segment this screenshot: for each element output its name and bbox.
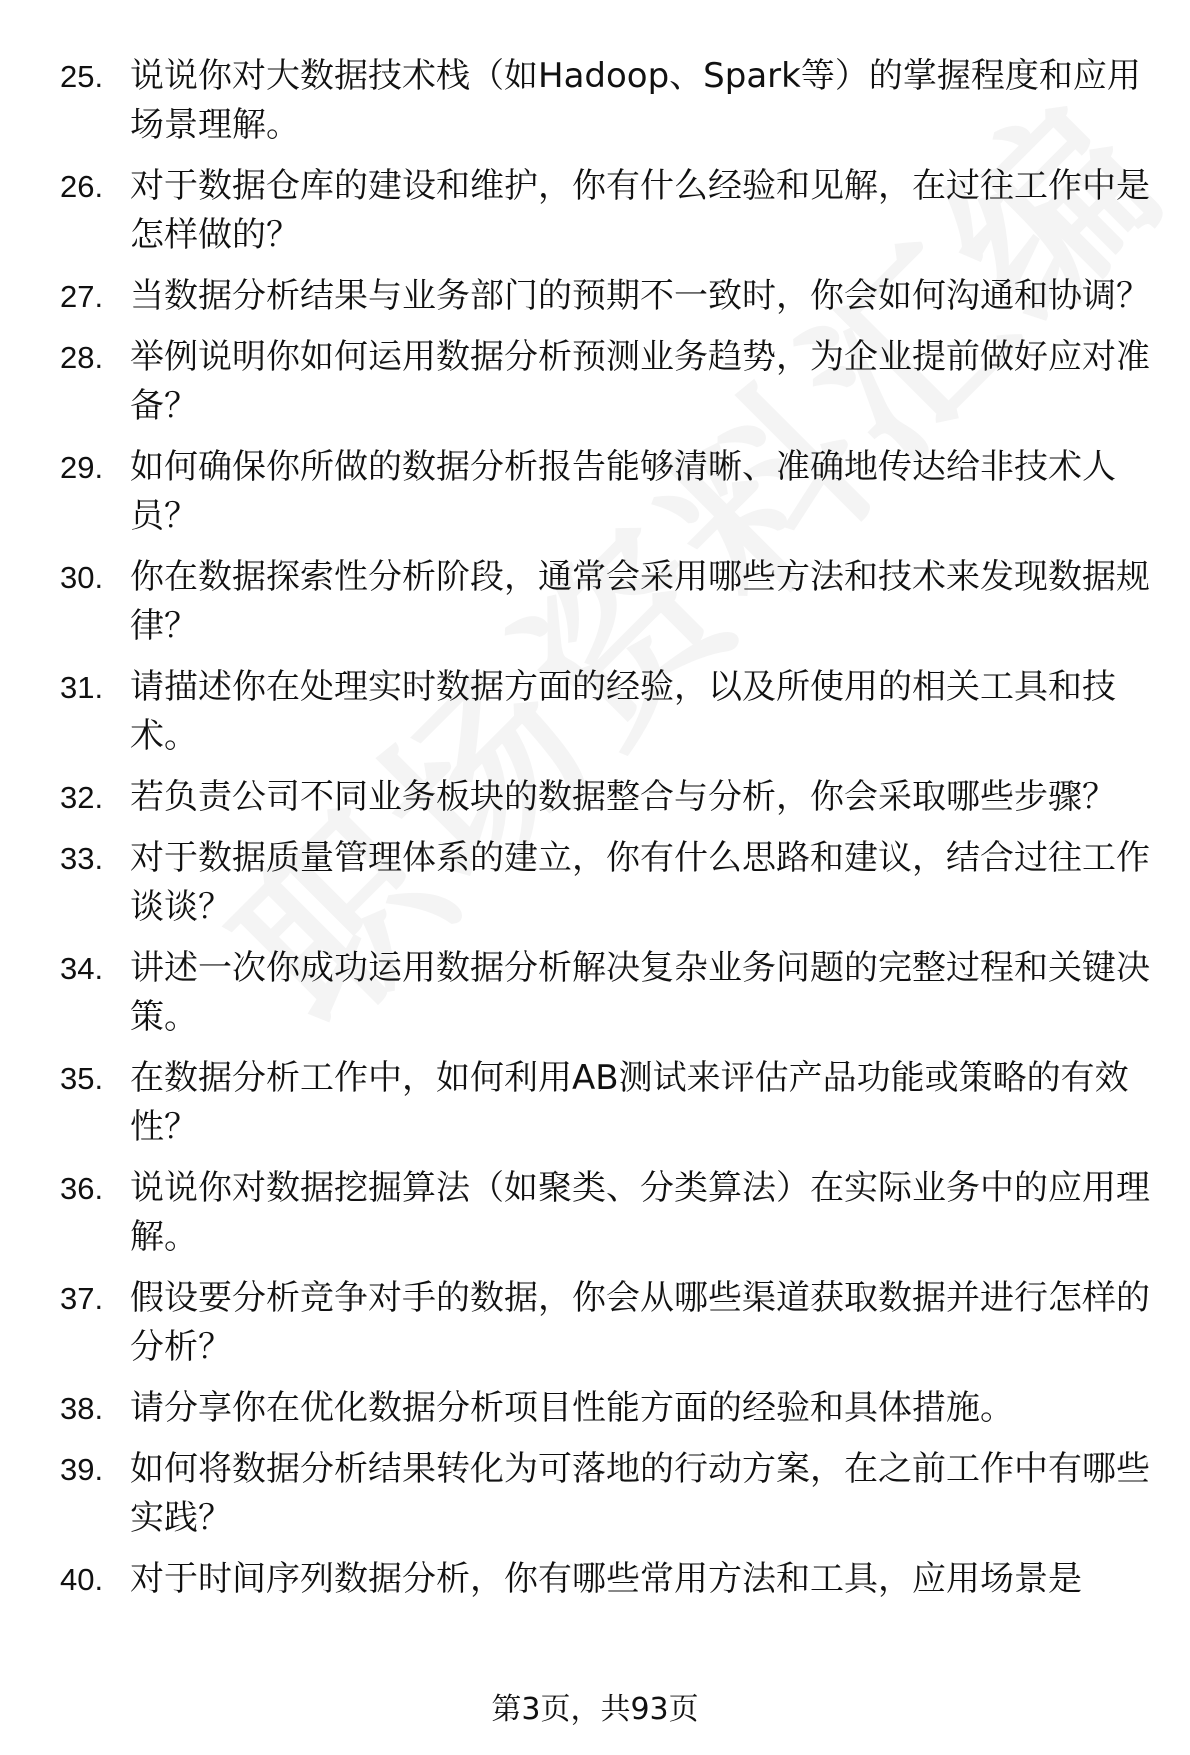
question-number: 25. xyxy=(60,59,104,94)
question-item-28 xyxy=(60,333,1160,431)
question-text: 对于时间序列数据分析，你有哪些常用方法和工具，应用场景是 xyxy=(130,1559,1082,1599)
question-number: 40. xyxy=(60,1562,104,1597)
question-item-39 xyxy=(60,1445,1160,1543)
question-number: 39. xyxy=(60,1452,104,1487)
question-item-29 xyxy=(60,443,1160,541)
question-text: 在数据分析工作中，如何利用AB测试来评估产品功能或策略的有效性？ xyxy=(130,1058,1129,1147)
question-number: 33. xyxy=(60,841,104,876)
question-text: 请分享你在优化数据分析项目性能方面的经验和具体措施。 xyxy=(130,1388,1014,1428)
question-text: 说说你对大数据技术栈（如Hadoop、Spark等）的掌握程度和应用场景理解。 xyxy=(130,56,1141,145)
question-text: 假设要分析竞争对手的数据，你会从哪些渠道获取数据并进行怎样的分析？ xyxy=(130,1278,1150,1367)
question-item-30 xyxy=(60,553,1160,651)
question-text: 如何确保你所做的数据分析报告能够清晰、准确地传达给非技术人员？ xyxy=(130,447,1116,536)
question-text: 说说你对数据挖掘算法（如聚类、分类算法）在实际业务中的应用理解。 xyxy=(130,1168,1150,1257)
question-item-27 xyxy=(60,272,1160,321)
question-number: 26. xyxy=(60,169,104,204)
question-list xyxy=(60,52,1160,1616)
page-number-label: 第3页，共93页 xyxy=(491,1692,699,1727)
question-number: 30. xyxy=(60,560,104,595)
question-number: 37. xyxy=(60,1281,104,1316)
question-item-36 xyxy=(60,1164,1160,1262)
question-text: 请描述你在处理实时数据方面的经验，以及所使用的相关工具和技术。 xyxy=(130,667,1116,756)
question-number: 32. xyxy=(60,780,104,815)
question-number: 34. xyxy=(60,951,104,986)
question-item-25 xyxy=(60,52,1160,150)
question-text: 当数据分析结果与业务部门的预期不一致时，你会如何沟通和协调？ xyxy=(130,276,1150,316)
question-text: 对于数据质量管理体系的建立，你有什么思路和建议，结合过往工作谈谈？ xyxy=(130,838,1150,927)
question-number: 28. xyxy=(60,340,104,375)
page-footer xyxy=(0,1690,1190,1730)
question-item-40 xyxy=(60,1555,1160,1604)
question-text: 如何将数据分析结果转化为可落地的行动方案，在之前工作中有哪些实践？ xyxy=(130,1449,1150,1538)
question-item-26 xyxy=(60,162,1160,260)
question-item-35 xyxy=(60,1054,1160,1152)
question-text: 讲述一次你成功运用数据分析解决复杂业务问题的完整过程和关键决策。 xyxy=(130,948,1150,1037)
question-number: 35. xyxy=(60,1061,104,1096)
question-number: 27. xyxy=(60,279,104,314)
question-item-37 xyxy=(60,1274,1160,1372)
question-item-38 xyxy=(60,1384,1160,1433)
question-number: 38. xyxy=(60,1391,104,1426)
question-number: 29. xyxy=(60,450,104,485)
question-text: 若负责公司不同业务板块的数据整合与分析，你会采取哪些步骤？ xyxy=(130,777,1116,817)
question-text: 你在数据探索性分析阶段，通常会采用哪些方法和技术来发现数据规律？ xyxy=(130,557,1150,646)
question-number: 31. xyxy=(60,670,104,705)
question-text: 对于数据仓库的建设和维护，你有什么经验和见解，在过往工作中是怎样做的？ xyxy=(130,166,1150,255)
question-item-31 xyxy=(60,663,1160,761)
question-number: 36. xyxy=(60,1171,104,1206)
question-item-33 xyxy=(60,834,1160,932)
question-item-34 xyxy=(60,944,1160,1042)
question-item-32 xyxy=(60,773,1160,822)
question-text: 举例说明你如何运用数据分析预测业务趋势，为企业提前做好应对准备？ xyxy=(130,337,1150,426)
